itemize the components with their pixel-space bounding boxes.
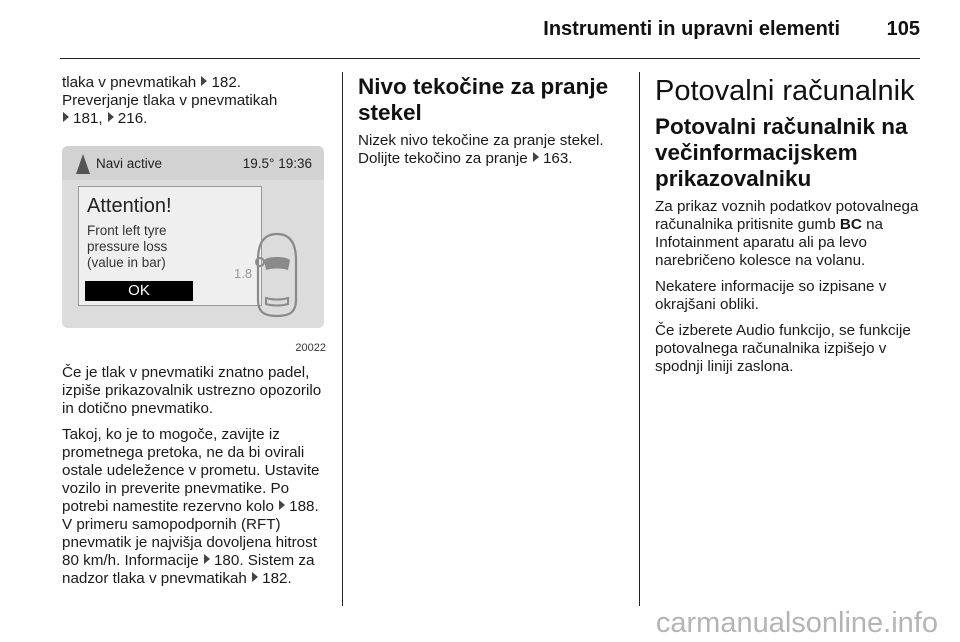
instructions-text-b: 188. V primeru samopodpornih (RFT) pnevmatik je najvišja dovoljena hitrost 80 km/h. Informacije <box>62 498 319 569</box>
page-ref-163[interactable]: 163. <box>542 150 573 167</box>
car-top-view-icon <box>252 230 302 320</box>
navi-status: Navi active <box>96 156 163 171</box>
cross-reference-arrow-icon <box>108 112 114 122</box>
column-1 <box>62 74 324 596</box>
navigation-arrow-icon <box>76 154 90 174</box>
display-screen <box>62 146 324 328</box>
watermark: carmanualsonline.info <box>655 607 938 639</box>
display-status-bar <box>62 146 324 180</box>
column-3 <box>655 74 925 384</box>
page-title: Instrumenti in upravni elementi <box>543 18 840 40</box>
intro-text-2: Preverjanje tlaka v pnevmatikah <box>62 92 278 109</box>
dialog-message-line-1: Front left tyre <box>87 223 167 238</box>
tyre-pressure-value: 1.8 <box>234 266 253 281</box>
page-number: 105 <box>886 18 920 40</box>
column-divider-2 <box>639 72 640 606</box>
section-heading-washer-fluid: Nivo tekočine za pranje stekel <box>358 74 609 125</box>
page-ref-216[interactable]: 216. <box>117 110 148 127</box>
cross-reference-arrow-icon <box>63 112 69 122</box>
header-rule <box>60 58 920 59</box>
page-ref-182-b[interactable]: 182. <box>262 570 292 587</box>
page-ref-181[interactable]: 181, <box>73 110 103 127</box>
attention-dialog <box>78 186 262 306</box>
washer-fluid-paragraph <box>358 132 624 168</box>
figure-id: 20022 <box>295 342 326 354</box>
column-divider-1 <box>342 72 343 606</box>
cross-reference-arrow-icon <box>204 554 210 564</box>
cross-reference-arrow-icon <box>533 152 539 162</box>
trip-computer-paragraph-3: Če izberete Audio funkcijo, se funkcije potovalnega računalnika izpišejo v spodnji liniji zaslona. <box>655 322 911 375</box>
instructions-paragraph <box>62 426 324 588</box>
instructions-text-a: Takoj, ko je to mogoče, zavijte iz prometnega pretoka, ne da bi ovirali ostale udeležence v prometu. Ustavite vozilo in preverite pnevmatike. Po potrebi namestite rezervno kolo <box>62 426 320 515</box>
trip-computer-paragraph-1 <box>655 198 925 270</box>
ok-button[interactable]: OK <box>85 281 193 301</box>
trip-computer-paragraph-2: Nekatere informacije so izpisane v okrajšani obliki. <box>655 278 887 313</box>
washer-fluid-text: Nizek nivo tekočine za pranje stekel. Dolijte tekočino za pranje <box>358 132 604 167</box>
trip-computer-text-b: na Infotainment aparatu ali pa levo narebričeno kolesce na volanu. <box>655 216 883 269</box>
section-title-trip-computer: Potovalni računalnik <box>655 75 915 107</box>
temperature-time: 19.5° 19:36 <box>242 156 312 171</box>
column-2 <box>358 74 624 176</box>
instructions-text-c: 180. Sistem za nadzor tlaka v pnevmatikah <box>62 552 315 587</box>
dialog-title: Attention! <box>87 195 172 217</box>
intro-text-1: tlaka v pnevmatikah <box>62 74 197 91</box>
intro-paragraph <box>62 74 324 128</box>
tyre-pressure-display-figure <box>62 142 328 354</box>
warning-paragraph: Če je tlak v pnevmatiki znatno padel, izpiše prikazovalnik ustrezno opozorilo in dotično pnevmatiko. <box>62 364 322 417</box>
dialog-message-line-3: (value in bar) <box>87 255 166 270</box>
bc-button-label: BC <box>839 216 862 233</box>
page-ref-182[interactable]: 182. <box>211 74 242 91</box>
dialog-message <box>87 223 257 271</box>
cross-reference-arrow-icon <box>252 572 258 582</box>
cross-reference-arrow-icon <box>279 500 285 510</box>
cross-reference-arrow-icon <box>201 76 207 86</box>
dialog-message-line-2: pressure loss <box>87 239 168 254</box>
subheading-trip-computer-display: Potovalni računalnik na večinformacijskem prikazovalniku <box>655 114 908 191</box>
trip-computer-text-a: Za prikaz voznih podatkov potovalnega računalnika pritisnite gumb <box>655 198 919 233</box>
